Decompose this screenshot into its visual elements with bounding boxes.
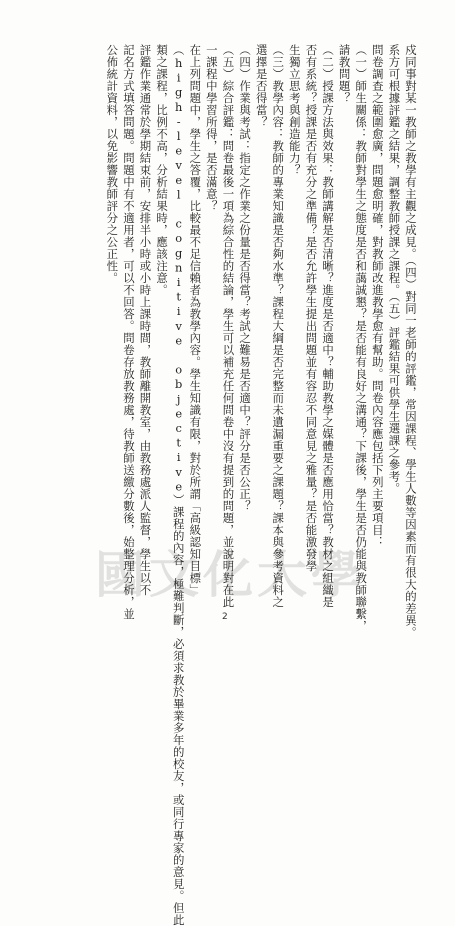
body-text	[104, 44, 419, 926]
text-line: 戍同事對某一教師之教學有主觀之成見。（四）對同一老師的評鑑，常因課程、學生人數等因素而有很大的差異。	[404, 44, 418, 639]
text-line: 否有系統？授課是否有充分之準備？是否允許學生提出問題並有容忍不同意見之雅量？是否能激發學	[304, 44, 319, 572]
text-line: （四）作業與考試：指定之作業之份量是否得當？考試之難易是否適中？評分是否公正？	[238, 44, 253, 512]
university-watermark: 國文化大學	[95, 545, 365, 604]
text-line: （一）師生關係：教師對學生之態度是否和藹誠懇？是否能有良好之溝通？下課後，學生是否仍能與教師聯繫，	[354, 44, 369, 632]
text-line: （high-level cognitive objective）課程的內容，極難判斷，必須求教於畢業多年的校友，或同行專家的意見。但此	[171, 44, 186, 926]
text-line: （五）綜合評鑑：問卷最後一項為綜合性的結論，學生可以補充任何問卷中沒有提到的問題，並說明對在此	[221, 44, 236, 608]
text-line: 選擇是否得當？	[254, 44, 269, 128]
text-line: 記名方式填答問題。問題中有不適用者，可以不回答。問卷存放教務處，待教師送繳分數後，始整理分析，並	[121, 44, 136, 620]
text-line: （二）授課方法與效果：教師講解是否清晰？進度是否適中？輔助教學之媒體是否應用恰當？教材之組織是	[321, 44, 336, 608]
text-line: 生獨立思考與創造能力？	[287, 44, 302, 176]
text-line: 問卷調查之範圍愈廣，問題愈明確，對教師改進教學愈有幫助。問卷內容應包括下列主要項目：	[370, 44, 385, 548]
text-line: 在上列問題中，學生之答覆，比較最不足信賴者為教學內容。學生知識有限，對於所謂「高級認知目標」	[188, 44, 203, 596]
text-line: 類之課程，比例不高，分析結果時，應該注意。	[155, 44, 170, 296]
text-line: 系方可根據評鑑之結果，調整教師授課之課程。（五）評鑑結果可供學生選課之參考。	[387, 44, 402, 495]
text-line: 公佈統計資料，以免影響教師評分之公正性。	[105, 44, 120, 284]
page-number: 2	[222, 612, 228, 622]
text-line: 一課程中學習所得，是否滿意？	[204, 44, 219, 212]
text-line: 評鑑作業通常於學期結束前，安排半小時或小時上課時間，教師離開教室，由教務處派人監督，學生以不	[138, 44, 153, 596]
text-line: 請教問題？	[337, 44, 352, 104]
text-line: （三）教學內容：教師的專業知識是否夠水準？課程大綱是否完整而未遺漏重要之課題？課本與參考資料之	[271, 44, 286, 608]
